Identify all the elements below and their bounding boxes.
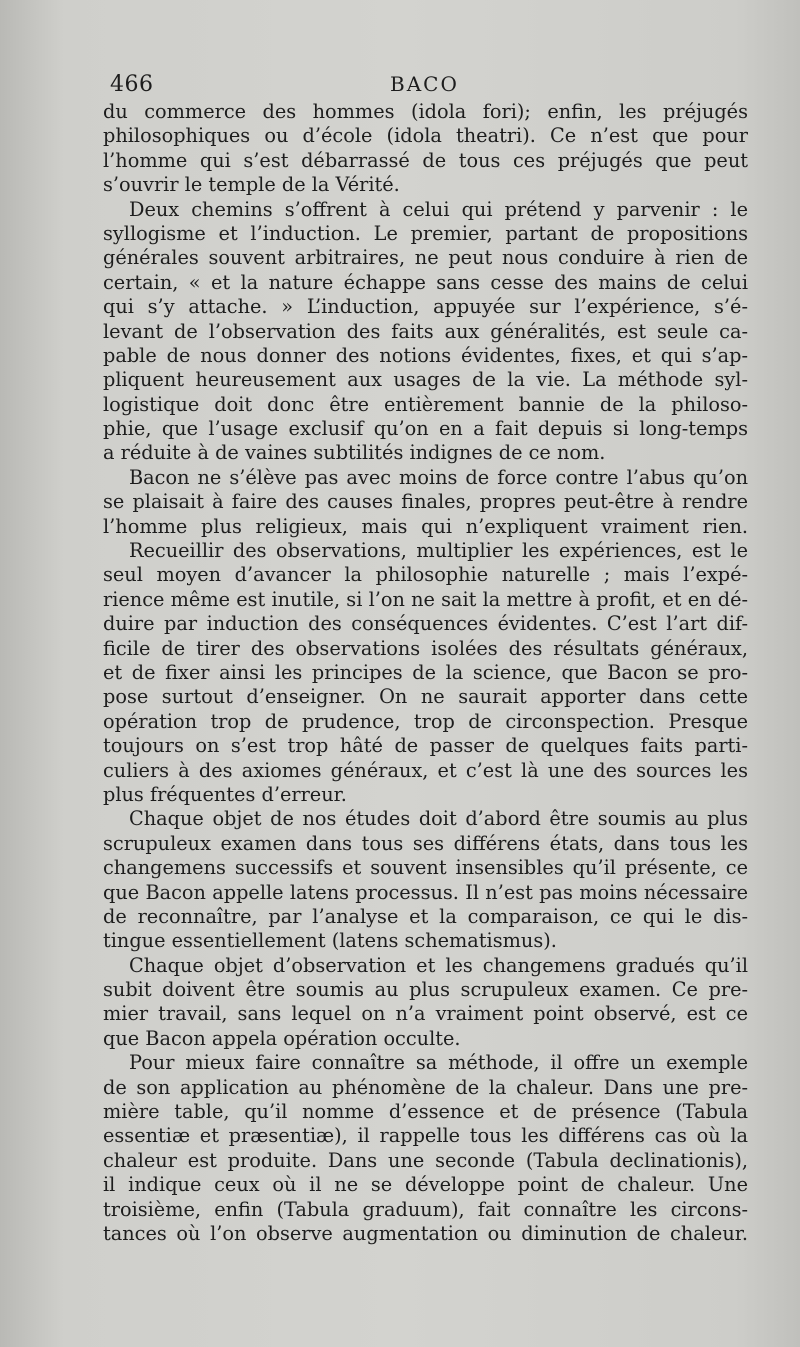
- text-line: syllogisme et l’induction. Le premier, partant de propositions: [103, 221, 748, 245]
- text-line: toujours on s’est trop hâté de passer de quelques faits parti-: [103, 734, 748, 758]
- text-line: logistique doit donc être entièrement bannie de la philoso-: [103, 392, 748, 416]
- text-line: plus fréquentes d’erreur.: [103, 782, 347, 806]
- text-line: philosophiques ou d’école (idola theatri). Ce n’est que pour: [103, 124, 748, 148]
- text-line: il indique ceux où il ne se développe point de chaleur. Une: [103, 1173, 748, 1197]
- text-line: ficile de tirer des observations isolées des résultats généraux,: [103, 636, 748, 660]
- text-line: essentiæ et præsentiæ), il rappelle tous les différens cas où la: [103, 1124, 748, 1148]
- text-line: duire par induction des conséquences évidentes. C’est l’art dif-: [103, 612, 748, 636]
- text-line: opération trop de prudence, trop de circonspection. Presque: [103, 709, 748, 733]
- text-line: qui s’y attache. » L’induction, appuyée sur l’expérience, s’é-: [103, 295, 748, 319]
- paragraph: [103, 100, 748, 198]
- text-line: Deux chemins s’offrent à celui qui prétend y parvenir : le: [129, 197, 748, 221]
- paragraph: [103, 807, 748, 953]
- running-head: BACO: [390, 72, 459, 96]
- paragraph: [103, 1051, 748, 1246]
- text-line: se plaisait à faire des causes finales, propres peut-être à rendre: [103, 490, 748, 514]
- paragraph: [103, 539, 748, 807]
- text-line: tingue essentiellement (latens schematismus).: [103, 929, 557, 953]
- text-line: pose surtout d’enseigner. On ne saurait apporter dans cette: [103, 685, 748, 709]
- paragraph: [103, 954, 748, 1052]
- text-line: rience même est inutile, si l’on ne sait la mettre à profit, et en dé-: [103, 587, 748, 611]
- text-line: pliquent heureusement aux usages de la vie. La méthode syl-: [103, 368, 748, 392]
- text-line: l’homme plus religieux, mais qui n’expliquent vraiment rien.: [103, 514, 748, 538]
- text-line: s’ouvrir le temple de la Vérité.: [103, 173, 400, 197]
- page-number: 466: [110, 72, 154, 97]
- text-line: Chaque objet de nos études doit d’abord être soumis au plus: [129, 807, 748, 831]
- text-line: et de fixer ainsi les principes de la science, que Bacon se pro-: [103, 660, 748, 684]
- text-line: chaleur est produite. Dans une seconde (Tabula declinationis),: [103, 1148, 748, 1172]
- page-header: [110, 72, 750, 102]
- text-line: mière table, qu’il nomme d’essence et de présence (Tabula: [103, 1100, 748, 1124]
- text-line: de son application au phénomène de la chaleur. Dans une pre-: [103, 1075, 748, 1099]
- paragraph: [103, 466, 748, 539]
- text-line: scrupuleux examen dans tous ses différens états, dans tous les: [103, 831, 748, 855]
- text-line: seul moyen d’avancer la philosophie naturelle ; mais l’expé-: [103, 563, 748, 587]
- text-line: Recueillir des observations, multiplier les expériences, est le: [129, 539, 748, 563]
- body-text: [103, 100, 748, 1246]
- text-line: mier travail, sans lequel on n’a vraiment point observé, est ce: [103, 1002, 748, 1026]
- text-line: culiers à des axiomes généraux, et c’est là une des sources les: [103, 758, 748, 782]
- text-line: a réduite à de vaines subtilités indignes de ce nom.: [103, 441, 606, 465]
- text-line: subit doivent être soumis au plus scrupuleux examen. Ce pre-: [103, 978, 748, 1002]
- text-line: levant de l’observation des faits aux généralités, est seule ca-: [103, 319, 748, 343]
- text-line: que Bacon appelle latens processus. Il n’est pas moins nécessaire: [103, 880, 748, 904]
- paragraph: [103, 198, 748, 466]
- text-line: Bacon ne s’élève pas avec moins de force contre l’abus qu’on: [129, 465, 748, 489]
- text-line: du commerce des hommes (idola fori); enfin, les préjugés: [103, 100, 748, 123]
- text-line: Pour mieux faire connaître sa méthode, il offre un exemple: [129, 1051, 748, 1075]
- text-line: changemens successifs et souvent insensibles qu’il présente, ce: [103, 856, 748, 880]
- text-line: troisième, enfin (Tabula graduum), fait connaître les circons-: [103, 1197, 748, 1221]
- text-line: certain, « et la nature échappe sans cesse des mains de celui: [103, 270, 748, 294]
- text-line: l’homme qui s’est débarrassé de tous ces préjugés que peut: [103, 148, 748, 172]
- text-line: de reconnaître, par l’analyse et la comparaison, ce qui le dis-: [103, 904, 748, 928]
- text-line: pable de nous donner des notions évidentes, fixes, et qui s’ap-: [103, 343, 748, 367]
- text-line: tances où l’on observe augmentation ou diminution de chaleur.: [103, 1221, 748, 1245]
- text-line: phie, que l’usage exclusif qu’on en a fait depuis si long-temps: [103, 417, 748, 441]
- text-line: générales souvent arbitraires, ne peut nous conduire à rien de: [103, 246, 748, 270]
- text-line: Chaque objet d’observation et les changemens gradués qu’il: [129, 953, 748, 977]
- text-line: que Bacon appela opération occulte.: [103, 1026, 461, 1050]
